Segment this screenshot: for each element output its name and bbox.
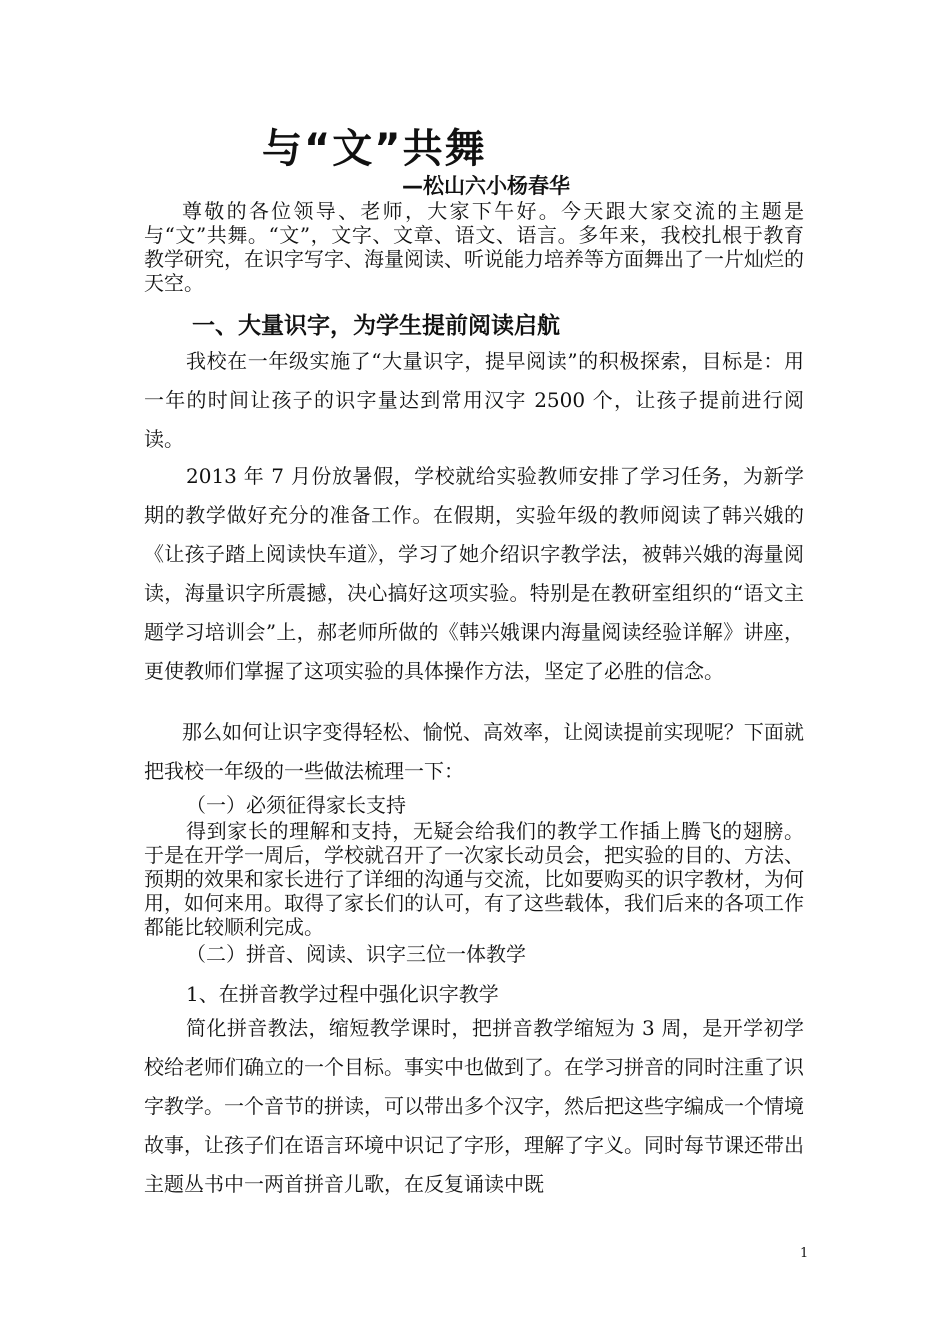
intro-block <box>144 199 804 295</box>
item-1-paragraph: 简化拼音教法，缩短教学课时，把拼音教学缩短为 3 周，是开学初学校给老师们确立的一个目标。事实中也做到了。在学习拼音的同时注重了识字教学。一个音节的拼读，可以带出多个汉字，然后把这些字编成一个情境故事，让孩子们在语言环境中识记了字形，理解了字义。同时每节课还带出主题丛书中一两首拼音儿歌，在反复诵读中既 <box>144 1016 804 1196</box>
subsection-1-body <box>144 819 804 939</box>
intro-paragraph: 尊敬的各位领导、老师，大家下午好。今天跟大家交流的主题是与“文”共舞。“文”，文字、文章、语文、语言。多年来，我校扎根于教育教学研究，在识字写字、海量阅读、听说能力培养等方面舞出了一片灿烂的天空。 <box>144 199 804 295</box>
section-heading-1: 一、大量识字，为学生提前阅读启航 <box>192 313 560 339</box>
section-1-body-a <box>144 342 804 459</box>
page-number: 1 <box>800 1246 809 1261</box>
item-heading-1: 1、在拼音教学过程中强化识字教学 <box>186 982 499 1006</box>
subsection-heading-2: （二）拼音、阅读、识字三位一体教学 <box>186 942 526 966</box>
subsection-heading-1: （一）必须征得家长支持 <box>186 793 406 817</box>
subsection-1-paragraph: 得到家长的理解和支持，无疑会给我们的教学工作插上腾飞的翅膀。于是在开学一周后，学校就召开了一次家长动员会，把实验的目的、方法、预期的效果和家长进行了详细的沟通与交流，比如要购买的识字教材，为何用，如何来用。取得了家长们的认可，有了这些载体，我们后来的各项工作都能比较顺利完成。 <box>144 819 804 939</box>
section-1-body-b <box>144 457 804 691</box>
paragraph-3: 那么如何让识字变得轻松、愉悦、高效率，让阅读提前实现呢？下面就把我校一年级的一些做法梳理一下： <box>144 720 804 783</box>
document-title: 与“文”共舞 <box>262 126 487 172</box>
section-1-body-c <box>144 713 804 791</box>
paragraph-1: 我校在一年级实施了“大量识字，提早阅读”的积极探索，目标是：用一年的时间让孩子的识字量达到常用汉字 2500 个，让孩子提前进行阅读。 <box>144 349 804 451</box>
item-1-body <box>144 1009 804 1204</box>
author-line: —松山六小杨春华 <box>402 174 570 198</box>
paragraph-2: 2013 年 7 月份放暑假，学校就给实验教师安排了学习任务，为新学期的教学做好充分的准备工作。在假期，实验年级的教师阅读了韩兴娥的《让孩子踏上阅读快车道》，学习了她介绍识字教学法，被韩兴娥的海量阅读，海量识字所震撼，决心搞好这项实验。特别是在教研室组织的“语文主题学习培训会”上，郝老师所做的《韩兴娥课内海量阅读经验详解》讲座，更使教师们掌握了这项实验的具体操作方法，坚定了必胜的信念。 <box>144 464 804 683</box>
